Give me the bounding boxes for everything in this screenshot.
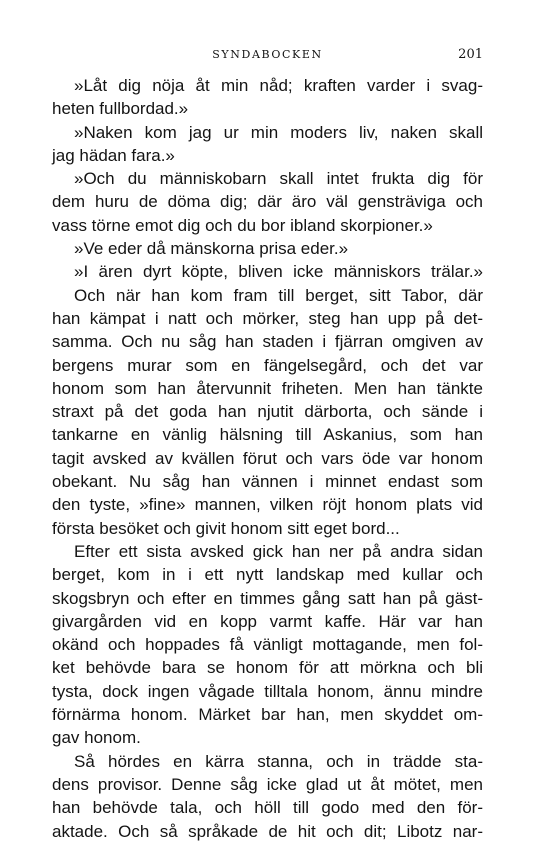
text-line: gav honom.	[52, 728, 141, 748]
text-line: tagit avsked av kvällen förut och vars öde var honom	[52, 448, 483, 468]
text-line: heten fullbordad.»	[52, 99, 189, 119]
text-line: »Låt dig nöja åt min nåd; kraften varder i svag-	[74, 76, 483, 95]
running-head-title: SYNDABOCKEN	[212, 48, 323, 61]
text-line: »Naken kom jag ur min moders liv, naken skall	[74, 122, 483, 142]
text-line: han behövde tala, och höll till godo med den för-	[52, 798, 483, 818]
text-line: aktade. Och så språkade de hit och dit; Libotz nar-	[52, 821, 483, 841]
text-line: dem huru de döma dig; där äro väl gensträviga och	[52, 192, 483, 212]
text-line: Och när han kom fram till berget, sitt Tabor, där	[74, 285, 483, 305]
text-line: förnärma honom. Märket bar han, men skyddet om-	[52, 705, 483, 725]
text-line: ket behövde bara se honom för att mörkna och bli	[52, 658, 483, 678]
book-page	[52, 46, 483, 843]
text-line: »Ve eder då mänskorna prisa eder.»	[74, 239, 349, 259]
text-line: samma. Och nu såg han staden i fjärran omgiven av	[52, 332, 483, 352]
text-line: straxt på det goda han njutit därborta, och sände i	[52, 402, 483, 422]
text-line: skogsbryn och efter en timmes gång satt han på gäst-	[52, 588, 483, 608]
text-line: okänd och hoppades få vänligt mottagande, men fol-	[52, 635, 483, 655]
text-line: vass törne emot dig och du bor ibland skorpioner.»	[52, 215, 433, 235]
text-line: »Och du människobarn skall intet frukta dig för	[74, 169, 483, 189]
text-line: han kämpat i natt och mörker, steg han upp på det-	[52, 308, 483, 328]
text-line: första besöket och givit honom sitt eget bord...	[52, 518, 400, 538]
text-line: jag hädan fara.»	[52, 145, 175, 165]
text-line: dens provisor. Denne såg icke glad ut åt mötet, men	[52, 774, 483, 794]
text-line: tysta, dock ingen vågade tilltala honom, ännu mindre	[52, 681, 483, 701]
body-text	[52, 74, 483, 843]
text-line: berget, kom in i ett nytt landskap med kullar och	[52, 565, 483, 585]
text-line: honom som han återvunnit friheten. Men han tänkte	[52, 378, 483, 398]
text-line: obekant. Nu såg han vännen i minnet endast som	[52, 472, 483, 492]
text-line: Så hördes en kärra stanna, och in trädde sta-	[74, 751, 483, 771]
text-line: Efter ett sista avsked gick han ner på andra sidan	[74, 541, 483, 561]
text-line: den tyste, »fine» mannen, vilken röjt honom plats vid	[52, 495, 483, 515]
text-line: tankarne en vänlig hälsning till Askanius, som han	[52, 425, 483, 445]
page-number: 201	[458, 47, 483, 62]
text-line: »I ären dyrt köpte, bliven icke människors trälar.»	[74, 262, 483, 282]
text-line: givargården vid en kopp varmt kaffe. Här var han	[52, 611, 483, 631]
running-head	[52, 46, 483, 64]
text-line: bergens murar som en fängelsegård, och det var	[52, 355, 483, 375]
